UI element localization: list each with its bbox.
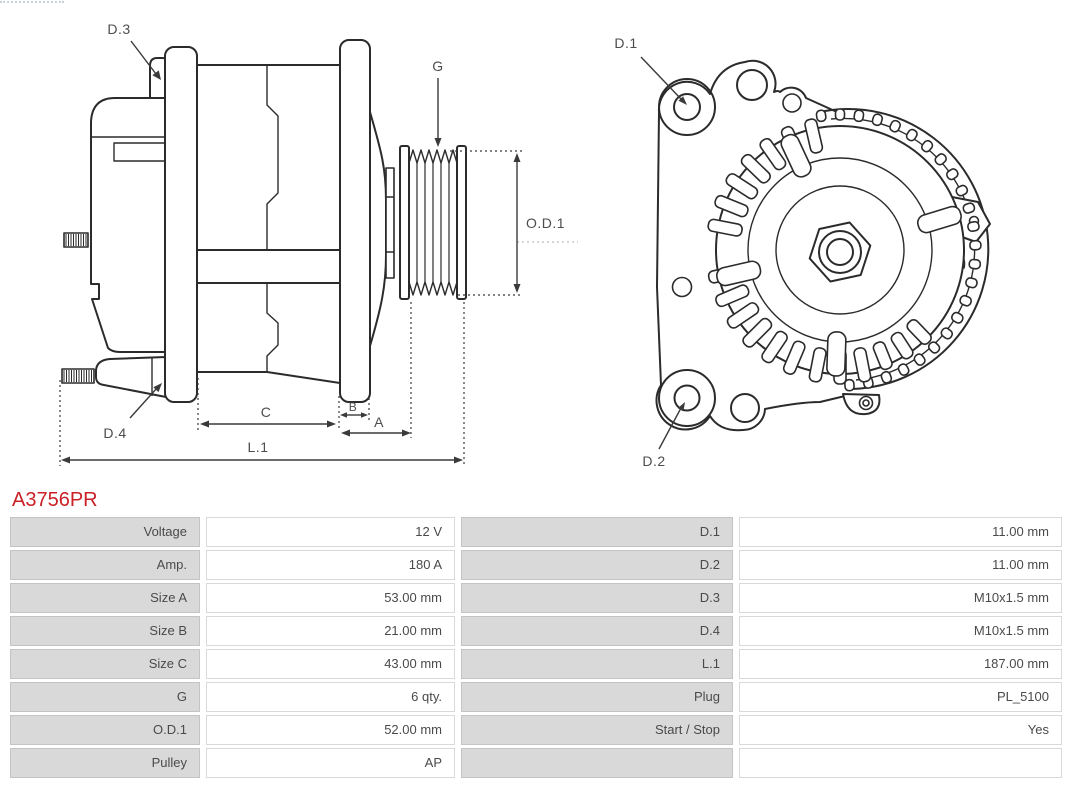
spec-value-cell: AP xyxy=(206,748,455,778)
spec-label-cell: Size A xyxy=(10,583,200,613)
spec-label-cell xyxy=(461,748,733,778)
spec-label-cell: D.3 xyxy=(461,583,733,613)
spec-label-cell: Size C xyxy=(10,649,200,679)
alternator-front-view xyxy=(614,35,990,469)
side-label-c: C xyxy=(260,404,272,420)
side-label-d4: D.4 xyxy=(103,425,127,441)
spec-label-cell: G xyxy=(10,682,200,712)
spec-label-cell: O.D.1 xyxy=(10,715,200,745)
spec-label-cell: Size B xyxy=(10,616,200,646)
spec-value-cell: 187.00 mm xyxy=(739,649,1062,679)
spec-label-cell: Pulley xyxy=(10,748,200,778)
side-label-l1: L.1 xyxy=(247,439,269,455)
side-label-d3: D.3 xyxy=(107,21,131,37)
spec-label-cell: Amp. xyxy=(10,550,200,580)
side-label-g: G xyxy=(432,58,444,74)
spec-value-cell: 6 qty. xyxy=(206,682,455,712)
alternator-side-view xyxy=(60,21,578,466)
spec-label-cell: D.4 xyxy=(461,616,733,646)
spec-label-cell: D.1 xyxy=(461,517,733,547)
spec-value-cell: 21.00 mm xyxy=(206,616,455,646)
specs-table xyxy=(10,517,1062,778)
spec-value-cell: 11.00 mm xyxy=(739,517,1062,547)
side-label-b: B xyxy=(348,400,358,414)
spec-value-cell: Yes xyxy=(739,715,1062,745)
mounting-hole-d2 xyxy=(675,386,700,411)
mounting-hole-d1 xyxy=(674,94,700,120)
side-label-od1: O.D.1 xyxy=(526,215,566,231)
spec-value-cell: M10x1.5 mm xyxy=(739,616,1062,646)
spec-value-cell: 180 A xyxy=(206,550,455,580)
front-label-d1: D.1 xyxy=(614,35,638,51)
spec-label-cell: Plug xyxy=(461,682,733,712)
spec-value-cell: 43.00 mm xyxy=(206,649,455,679)
spec-value-cell: 52.00 mm xyxy=(206,715,455,745)
spec-value-cell: 11.00 mm xyxy=(739,550,1062,580)
spec-value-cell: PL_5100 xyxy=(739,682,1062,712)
spec-label-cell: L.1 xyxy=(461,649,733,679)
spec-label-cell: Voltage xyxy=(10,517,200,547)
front-label-d2: D.2 xyxy=(642,453,666,469)
part-number: A3756PR xyxy=(12,489,98,511)
spec-value-cell: 12 V xyxy=(206,517,455,547)
spec-value-cell xyxy=(739,748,1062,778)
spec-label-cell: D.2 xyxy=(461,550,733,580)
side-label-a: A xyxy=(374,414,384,430)
spec-value-cell: 53.00 mm xyxy=(206,583,455,613)
spec-label-cell: Start / Stop xyxy=(461,715,733,745)
spec-value-cell: M10x1.5 mm xyxy=(739,583,1062,613)
